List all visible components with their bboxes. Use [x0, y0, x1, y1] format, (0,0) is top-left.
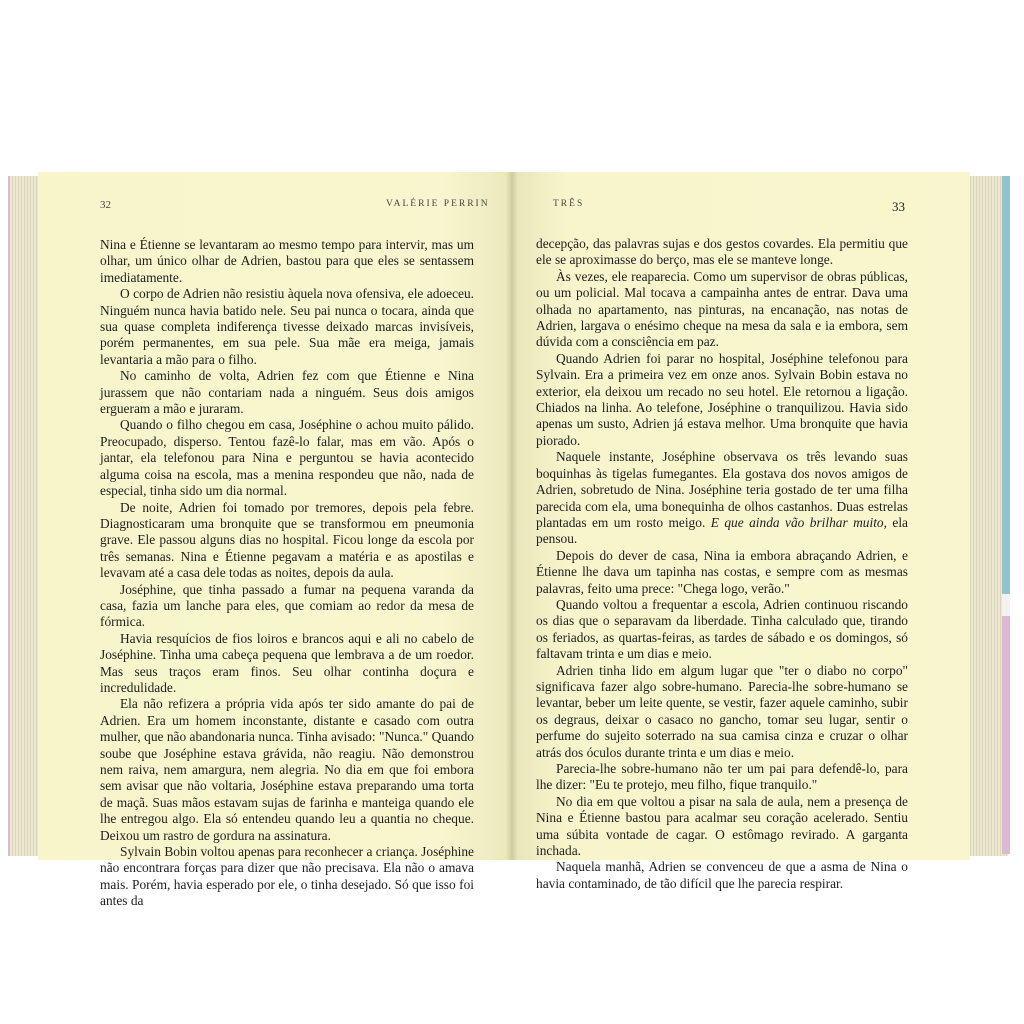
- paragraph: No dia em que voltou a pisar na sala de aula, nem a presença de Nina e Étienne bastou para acalmar seu coração acelerado. Sentiu uma súbita vontade de cagar. O estômago revirado. A garganta inchada.: [536, 793, 908, 859]
- paragraph: Ela não refizera a própria vida após ter sido amante do pai de Adrien. Era um homem inconstante, distante e casado com outra mulher, que não abandonaria nunca. Tinha avisado: "Nunca." Quando soube que Joséphine estava grávida, não reagiu. Não demonstrou nem raiva, nem amargura, nem alegria. No dia em que foi embora sem avisar que não voltaria, Joséphine estava preparando uma torta de maçã. Suas mãos estavam sujas de farinha e manteiga quando ele lhe entregou algo. Ela só entendeu quando leu a quantia no cheque. Deixou um rastro de gordura na assinatura.: [100, 696, 474, 843]
- paragraph: O corpo de Adrien não resistiu àquela nova ofensiva, ele adoeceu. Ninguém nunca havia batido nele. Seu pai nunca o tocara, ainda que sua quase completa indiferença tivesse deixado marcas invisíveis, porém permanentes, em sua pele. Sua mãe era meiga, jamais levantaria a mão para o filho.: [100, 286, 474, 367]
- paragraph: Às vezes, ele reaparecia. Como um supervisor de obras públicas, ou um policial. Mal tocava a campainha antes de entrar. Dava uma olhada no apartamento, nas pinturas, na encanação, nas notas de Adrien, largava o enésimo cheque na mesa da sala e ia embora, sem dúvida com a consciência em paz.: [536, 268, 908, 350]
- right-page-edge-pink: [1002, 616, 1010, 854]
- italic-phrase: E que ainda vão brilhar muito: [710, 514, 884, 530]
- paragraph: Sylvain Bobin voltou apenas para reconhecer a criança. Joséphine não encontrara forças para dizer que não precisava. Ela não o amava mais. Porém, havia esperado por ele, o tinha desejado. Só que isso foi antes da: [100, 844, 474, 909]
- right-page-number: 33: [892, 199, 905, 214]
- paragraph: decepção, das palavras sujas e dos gestos covardes. Ela permitiu que ele se aproximasse do berço, mas ele se manteve longe.: [536, 236, 908, 268]
- paragraph: Parecia-lhe sobre-humano não ter um pai para defendê-lo, para lhe dizer: "Eu te protejo, meu filho, fique tranquilo.": [536, 761, 908, 793]
- paragraph-text: Naquele instante, Joséphine observava os três levando suas boquinhas às tigelas fumegantes. Ela gostava dos novos amigos de Adrien, sobretudo de Nina. Joséphine teria gostado de ter uma filha parecida com ela, uma bonequinha de olhos castanhos. Duas estrelas plantadas em um rosto meigo.: [536, 449, 908, 530]
- left-page-number: 32: [100, 199, 111, 211]
- paragraph: Quando o filho chegou em casa, Joséphine o achou muito pálido. Preocupado, disperso. Tentou fazê-lo falar, mas em vão. Após o jantar, ela telefonou para Nina e perguntou se havia acontecido alguma coisa na escola, mas a menina respondeu que não, nada de especial, tinha sido um dia normal.: [100, 417, 474, 499]
- paragraph: De noite, Adrien foi tomado por tremores, depois pela febre. Diagnosticaram uma bronquite que se transformou em pneumonia grave. Ele passou alguns dias no hospital. Ficou longe da escola por três semanas. Nina e Étienne pegavam a matéria e as apostilas e levavam até a casa dele todas as noites, depois da aula.: [100, 499, 474, 581]
- paragraph: Joséphine, que tinha passado a fumar na pequena varanda da casa, fazia um lanche para eles, que comiam ao redor da mesa de fórmica.: [100, 581, 474, 630]
- paragraph: Quando Adrien foi parar no hospital, Joséphine telefonou para Sylvain. Era a primeira vez em onze anos. Sylvain Bobin estava no exterior, ela deixou um recado no seu hotel. Ele retornou a ligação. Chiados na linha. Ao telefone, Joséphine o tranquilizou. Havia sido apenas um susto, Adrien já estava melhor. Uma bronquite que havia piorado.: [536, 350, 908, 448]
- right-page-edge-gap: [1002, 594, 1010, 616]
- paragraph: Havia resquícios de fios loiros e brancos aqui e ali no cabelo de Joséphine. Tinha uma cabeça pequena que lembrava a de um roedor. Mas seus traços eram finos. Seu olhar continha doçura e incredulidade.: [100, 630, 474, 695]
- left-page-text: [100, 237, 474, 910]
- paragraph: No caminho de volta, Adrien fez com que Étienne e Nina jurassem que não contariam nada a ninguém. Seus dois amigos ergueram a mão e juraram.: [100, 368, 474, 417]
- italic-tail: , ela pensou.: [536, 514, 908, 547]
- right-page-edge-teal: [1002, 176, 1010, 594]
- book-gutter: [506, 172, 518, 860]
- paragraph: Naquela manhã, Adrien se convenceu de que a asma de Nina o havia contaminado, de tão difícil que lhe parecia respirar.: [536, 859, 908, 891]
- paragraph: Adrien tinha lido em algum lugar que "ter o diabo no corpo" significava fazer algo sobre-humano. Parecia-lhe sobre-humano se levantar, beber um leite quente, se vestir, fazer aquele caminho, subir os degraus, deixar o casaco no gancho, tomar seu lugar, sentir o perfume do sujeito soterrado na sua camisa cinza e cruzar o olhar atrás dos óculos durante trinta e um dias e meio.: [536, 662, 908, 760]
- paragraph: Nina e Étienne se levantaram ao mesmo tempo para intervir, mas um olhar, um único olhar de Adrien, bastou para que eles se sentassem imediatamente.: [100, 237, 474, 285]
- right-page-text: [536, 236, 908, 892]
- paragraph: Quando voltou a frequentar a escola, Adrien continuou riscando os dias que o separavam da liberdade. Tinha calculado que, tirando os feriados, as quartas-feiras, as tardes de sábado e os domingos, só faltavam trinta e um dias e meio.: [536, 596, 908, 662]
- left-running-head: VALÉRIE PERRIN: [386, 199, 490, 209]
- paragraph-with-italic: [536, 449, 908, 547]
- paragraph: Depois do dever de casa, Nina ia embora abraçando Adrien, e Étienne lhe dava um tapinha nas costas, e sempre com as mesmas palavras, feito uma prece: "Chega logo, verão.": [536, 547, 908, 596]
- right-running-head: TRÊS: [553, 199, 585, 209]
